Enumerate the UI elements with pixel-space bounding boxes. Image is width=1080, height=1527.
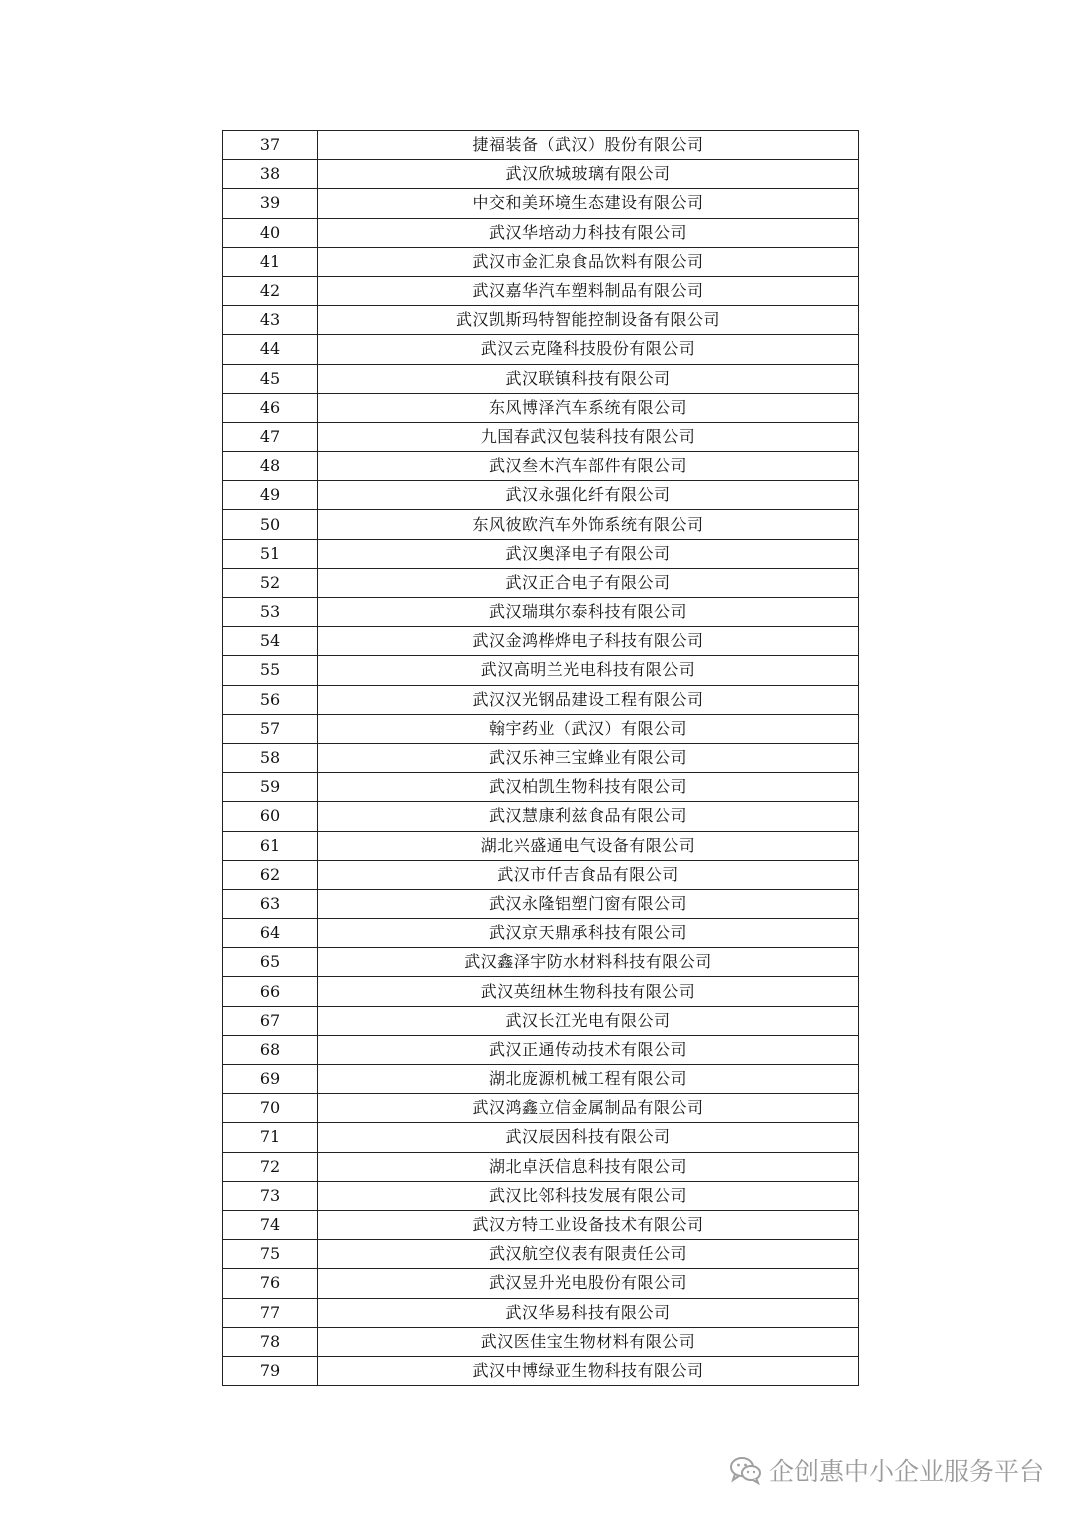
company-name: 武汉慧康利兹食品有限公司: [318, 802, 859, 831]
table-row: [223, 977, 859, 1006]
row-number: 77: [223, 1298, 318, 1327]
row-number: 67: [223, 1006, 318, 1035]
company-name: 东风博泽汽车系统有限公司: [318, 393, 859, 422]
company-name: 武汉汉光钢品建设工程有限公司: [318, 685, 859, 714]
watermark: [729, 1452, 1044, 1488]
table-row: [223, 1094, 859, 1123]
row-number: 72: [223, 1152, 318, 1181]
table-row: [223, 1210, 859, 1239]
table-row: [223, 1006, 859, 1035]
table-row: [223, 1181, 859, 1210]
row-number: 39: [223, 189, 318, 218]
table-row: [223, 714, 859, 743]
company-name: 中交和美环境生态建设有限公司: [318, 189, 859, 218]
company-name: 武汉方特工业设备技术有限公司: [318, 1210, 859, 1239]
row-number: 44: [223, 335, 318, 364]
company-name: 武汉乐神三宝蜂业有限公司: [318, 743, 859, 772]
company-name: 武汉奥泽电子有限公司: [318, 539, 859, 568]
company-name: 武汉京天鼎承科技有限公司: [318, 919, 859, 948]
row-number: 50: [223, 510, 318, 539]
company-name: 翰宇药业（武汉）有限公司: [318, 714, 859, 743]
row-number: 55: [223, 656, 318, 685]
table-row: [223, 568, 859, 597]
company-name: 武汉中博绿亚生物科技有限公司: [318, 1356, 859, 1385]
table-row: [223, 539, 859, 568]
row-number: 41: [223, 247, 318, 276]
table-body: [223, 131, 859, 1386]
company-name: 武汉欣城玻璃有限公司: [318, 160, 859, 189]
company-name: 武汉鸿鑫立信金属制品有限公司: [318, 1094, 859, 1123]
row-number: 76: [223, 1269, 318, 1298]
table-row: [223, 422, 859, 451]
table-row: [223, 481, 859, 510]
row-number: 47: [223, 422, 318, 451]
row-number: 64: [223, 919, 318, 948]
table-row: [223, 364, 859, 393]
row-number: 37: [223, 131, 318, 160]
company-name: 湖北庞源机械工程有限公司: [318, 1065, 859, 1094]
table-row: [223, 919, 859, 948]
table-row: [223, 306, 859, 335]
company-name: 捷福装备（武汉）股份有限公司: [318, 131, 859, 160]
table-row: [223, 598, 859, 627]
row-number: 73: [223, 1181, 318, 1210]
row-number: 70: [223, 1094, 318, 1123]
table-row: [223, 1152, 859, 1181]
table-row: [223, 889, 859, 918]
company-name: 武汉长江光电有限公司: [318, 1006, 859, 1035]
row-number: 49: [223, 481, 318, 510]
row-number: 62: [223, 860, 318, 889]
table-row: [223, 510, 859, 539]
company-name: 武汉市仟吉食品有限公司: [318, 860, 859, 889]
row-number: 46: [223, 393, 318, 422]
row-number: 40: [223, 218, 318, 247]
table-row: [223, 831, 859, 860]
row-number: 43: [223, 306, 318, 335]
company-name: 武汉昱升光电股份有限公司: [318, 1269, 859, 1298]
table-row: [223, 1269, 859, 1298]
table-row: [223, 743, 859, 772]
company-name: 武汉金鸿桦烨电子科技有限公司: [318, 627, 859, 656]
row-number: 53: [223, 598, 318, 627]
table-row: [223, 131, 859, 160]
company-name: 武汉鑫泽宇防水材料科技有限公司: [318, 948, 859, 977]
row-number: 45: [223, 364, 318, 393]
table-row: [223, 1298, 859, 1327]
table-row: [223, 218, 859, 247]
company-name: 武汉医佳宝生物材料有限公司: [318, 1327, 859, 1356]
row-number: 66: [223, 977, 318, 1006]
company-list-table: [222, 130, 858, 1386]
row-number: 57: [223, 714, 318, 743]
company-name: 武汉云克隆科技股份有限公司: [318, 335, 859, 364]
row-number: 51: [223, 539, 318, 568]
table-row: [223, 160, 859, 189]
row-number: 38: [223, 160, 318, 189]
table-row: [223, 335, 859, 364]
company-name: 武汉正通传动技术有限公司: [318, 1035, 859, 1064]
row-number: 71: [223, 1123, 318, 1152]
row-number: 78: [223, 1327, 318, 1356]
company-name: 武汉瑞琪尔泰科技有限公司: [318, 598, 859, 627]
company-name: 武汉英纽林生物科技有限公司: [318, 977, 859, 1006]
company-name: 武汉永强化纤有限公司: [318, 481, 859, 510]
company-name: 武汉嘉华汽车塑料制品有限公司: [318, 276, 859, 305]
company-name: 武汉柏凯生物科技有限公司: [318, 773, 859, 802]
table-row: [223, 276, 859, 305]
company-name: 九国春武汉包装科技有限公司: [318, 422, 859, 451]
table-row: [223, 773, 859, 802]
company-name: 武汉航空仪表有限责任公司: [318, 1240, 859, 1269]
company-name: 武汉市金汇泉食品饮料有限公司: [318, 247, 859, 276]
table-row: [223, 1123, 859, 1152]
company-name: 武汉叁木汽车部件有限公司: [318, 452, 859, 481]
row-number: 54: [223, 627, 318, 656]
table-row: [223, 1065, 859, 1094]
row-number: 63: [223, 889, 318, 918]
row-number: 68: [223, 1035, 318, 1064]
table-row: [223, 452, 859, 481]
row-number: 42: [223, 276, 318, 305]
row-number: 65: [223, 948, 318, 977]
table-row: [223, 685, 859, 714]
company-name: 武汉华培动力科技有限公司: [318, 218, 859, 247]
company-name: 武汉比邻科技发展有限公司: [318, 1181, 859, 1210]
company-name: 东风彼欧汽车外饰系统有限公司: [318, 510, 859, 539]
company-name: 湖北兴盛通电气设备有限公司: [318, 831, 859, 860]
table-row: [223, 247, 859, 276]
table-row: [223, 802, 859, 831]
row-number: 60: [223, 802, 318, 831]
row-number: 61: [223, 831, 318, 860]
company-name: 武汉永隆铝塑门窗有限公司: [318, 889, 859, 918]
table-row: [223, 393, 859, 422]
company-name: 武汉高明兰光电科技有限公司: [318, 656, 859, 685]
table-row: [223, 948, 859, 977]
row-number: 74: [223, 1210, 318, 1239]
row-number: 58: [223, 743, 318, 772]
table-row: [223, 1327, 859, 1356]
table-row: [223, 189, 859, 218]
watermark-text: 企创惠中小企业服务平台: [768, 1457, 1044, 1486]
table-row: [223, 1356, 859, 1385]
company-name: 武汉凯斯玛特智能控制设备有限公司: [318, 306, 859, 335]
company-name: 武汉联镇科技有限公司: [318, 364, 859, 393]
company-name: 湖北卓沃信息科技有限公司: [318, 1152, 859, 1181]
company-name: 武汉正合电子有限公司: [318, 568, 859, 597]
company-name: 武汉辰因科技有限公司: [318, 1123, 859, 1152]
table-row: [223, 627, 859, 656]
row-number: 59: [223, 773, 318, 802]
row-number: 75: [223, 1240, 318, 1269]
company-table: [222, 130, 859, 1386]
row-number: 48: [223, 452, 318, 481]
table-row: [223, 1035, 859, 1064]
row-number: 69: [223, 1065, 318, 1094]
row-number: 56: [223, 685, 318, 714]
table-row: [223, 1240, 859, 1269]
row-number: 52: [223, 568, 318, 597]
row-number: 79: [223, 1356, 318, 1385]
table-row: [223, 860, 859, 889]
company-name: 武汉华易科技有限公司: [318, 1298, 859, 1327]
wechat-icon: [729, 1455, 763, 1485]
table-row: [223, 656, 859, 685]
